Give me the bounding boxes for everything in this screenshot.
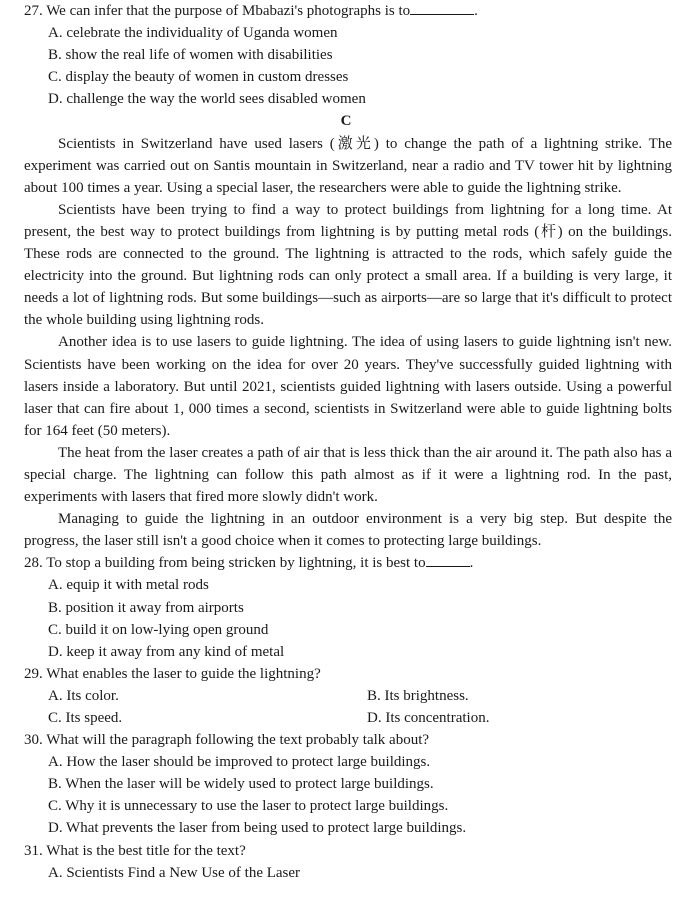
question-29-options-row-1: [0, 685, 692, 707]
question-27-option-a: A. celebrate the individuality of Uganda women: [48, 25, 338, 42]
question-27-option-b: B. show the real life of women with disabilities: [48, 47, 333, 64]
question-28-stem: [0, 552, 692, 574]
question-27-end: .: [474, 3, 478, 19]
passage-paragraph-4: The heat from the laser creates a path of air that is less thick than the air around it. The path also has a special charge. The lightning can follow this path almost as if it were a lightning rod. In the past, experiments with lasers that fired more slowly didn't work.: [24, 444, 672, 506]
question-30-option-d: D. What prevents the laser from being used to protect large buildings.: [48, 820, 467, 837]
passage-paragraph-3: Another idea is to use lasers to guide lightning. The idea of using lasers to guide lightning isn't new. Scientists have been working on the idea for over 20 years. They've successfully guided lightning with lasers inside a laboratory. But until 2021, scientists guided lightning with lasers outside. Using a powerful laser that can fire about 1, 000 times a second, scientists in Switzerland were able to guide lightning bolts for 164 feet (50 meters).: [24, 334, 672, 439]
section-heading: C: [340, 113, 352, 130]
answer-blank: [410, 1, 474, 15]
question-28-option-b: B. position it away from airports: [48, 599, 244, 616]
passage-paragraph-1: Scientists in Switzerland have used lasers (激光) to change the path of a lightning strike. The experiment was carried out on Santis mountain in Switzerland, near a radio and TV tower hit by lightning about 100 times a year. Using a special laser, the researchers were able to guide the lightning strike.: [24, 135, 672, 196]
question-28-text: 28. To stop a building from being stricken by lightning, it is best to: [24, 555, 426, 572]
question-29-option-b: B. Its brightness.: [367, 687, 469, 704]
passage-paragraph-2: Scientists have been trying to find a way to protect buildings from lightning for a long time. At present, the best way to protect buildings from lightning is by putting metal rods (杆) on the buildings. These rods are connected to the ground. The lightning is attracted to the rods, which safely guide the electricity into the ground. But lightning rods can only protect a small area. If a building is very large, it needs a lot of lightning rods. But some buildings—such as airports—are so large that it's difficult to protect the whole building using lightning rods.: [24, 201, 672, 329]
question-27-text: 27. We can infer that the purpose of Mbabazi's photographs is to: [24, 3, 411, 19]
question-28-end: .: [469, 555, 474, 572]
question-27-option-c: C. display the beauty of women in custom dresses: [48, 69, 349, 86]
passage-paragraph-5: Managing to guide the lightning in an outdoor environment is a very big step. But despite the progress, the laser still isn't a good choice when it comes to protecting large buildings.: [24, 511, 672, 550]
question-28-option-a: A. equip it with metal rods: [48, 577, 209, 594]
question-31-option-a: A. Scientists Find a New Use of the Laser: [48, 864, 301, 881]
question-28-option-d: D. keep it away from any kind of metal: [48, 643, 285, 660]
question-27-option-d: D. challenge the way the world sees disabled women: [48, 91, 366, 108]
question-29-stem: 29. What enables the laser to guide the lightning?: [24, 665, 321, 682]
question-30-option-a: A. How the laser should be improved to protect large buildings.: [48, 754, 431, 771]
question-27-stem: [0, 0, 692, 22]
question-29-option-a: A. Its color.: [48, 687, 119, 704]
question-29-options-row-2: [0, 707, 692, 729]
question-30-option-b: B. When the laser will be widely used to protect large buildings.: [48, 776, 434, 793]
question-29-option-c: C. Its speed.: [48, 710, 123, 726]
answer-blank: [426, 553, 470, 567]
question-29-option-d: D. Its concentration.: [367, 710, 490, 726]
question-31-stem: 31. What is the best title for the text?: [24, 842, 246, 859]
question-28-option-c: C. build it on low-lying open ground: [48, 621, 269, 638]
question-30-option-c: C. Why it is unnecessary to use the laser to protect large buildings.: [48, 798, 449, 815]
question-30-stem: 30. What will the paragraph following the text probably talk about?: [24, 732, 430, 749]
